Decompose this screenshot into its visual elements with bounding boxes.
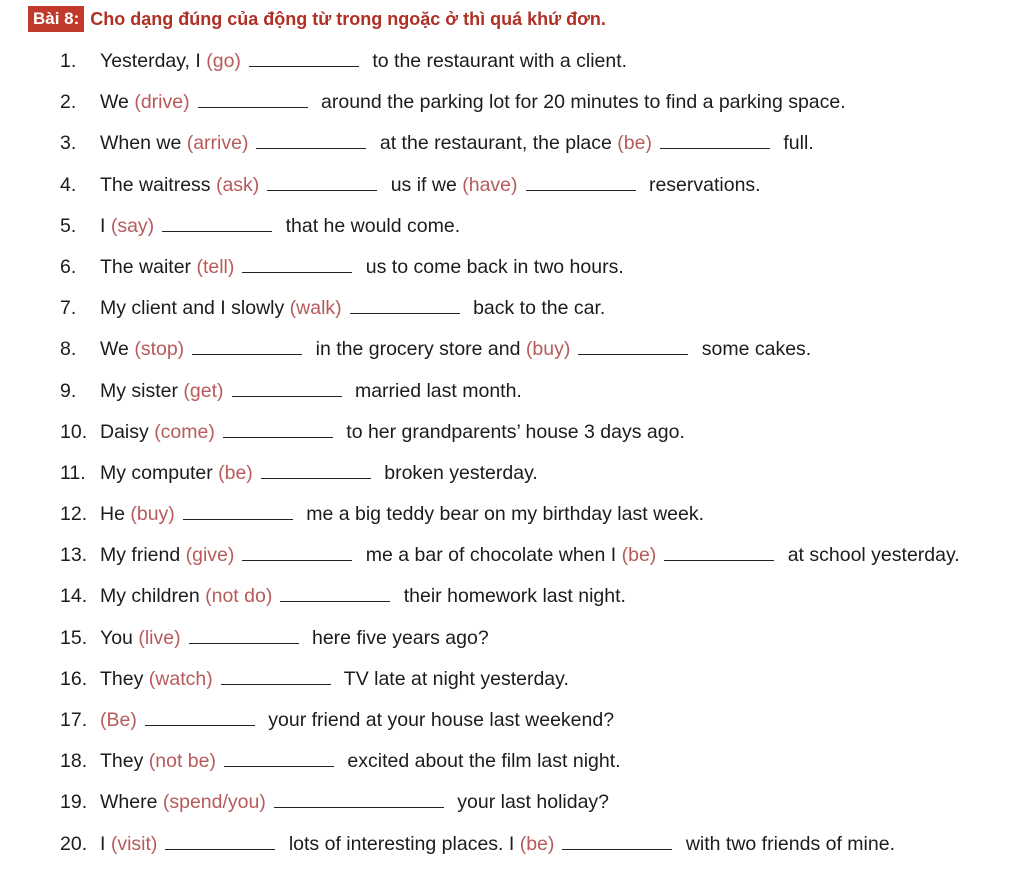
sentence-text: full. (777, 132, 814, 155)
answer-blank[interactable] (261, 462, 371, 479)
exercise-item (0, 206, 1024, 247)
sentence-text: When we (100, 132, 187, 155)
item-number: 13. (60, 544, 88, 567)
sentence-text: us to come back in two hours. (360, 255, 624, 278)
verb-hint: (go) (206, 50, 241, 72)
verb-hint: (be) (519, 832, 555, 855)
answer-blank[interactable] (145, 709, 255, 726)
item-sentence (100, 535, 960, 576)
sentence-text: back to the car. (467, 297, 606, 320)
answer-blank[interactable] (221, 668, 331, 685)
answer-blank[interactable] (183, 503, 293, 520)
exercise-item (0, 535, 1024, 576)
exercise-item (0, 247, 1024, 288)
verb-hint: (buy) (130, 503, 175, 526)
exercise-item (0, 371, 1024, 412)
verb-hint: (have) (462, 173, 518, 196)
sentence-text: excited about the film last night. (341, 750, 621, 773)
exercise-header (28, 4, 606, 34)
answer-blank[interactable] (198, 91, 308, 108)
answer-blank[interactable] (660, 132, 770, 149)
sentence-text: They (100, 750, 149, 773)
verb-hint: (give) (185, 544, 235, 567)
item-sentence (100, 123, 814, 164)
answer-blank[interactable] (165, 833, 275, 850)
sentence-text: broken yesterday. (378, 461, 538, 484)
item-sentence (100, 494, 704, 535)
sentence-text: Yesterday, I (100, 50, 207, 72)
item-sentence (100, 165, 761, 206)
item-number: 4. (60, 173, 77, 196)
sentence-text: me a bar of chocolate when I (360, 544, 622, 567)
exercise-item (0, 412, 1024, 453)
exercise-number-badge: Bài 8: (28, 6, 84, 32)
verb-hint: (say) (110, 214, 155, 237)
sentence-text: some cakes. (696, 338, 812, 361)
sentence-text: around the parking lot for 20 minutes to find a parking space. (315, 91, 846, 114)
answer-blank[interactable] (223, 421, 333, 438)
sentence-text: with two friends of mine. (680, 832, 895, 855)
verb-hint: (get) (183, 379, 224, 402)
item-sentence (100, 82, 846, 123)
verb-hint: (walk) (289, 297, 342, 320)
sentence-text: reservations. (643, 173, 761, 196)
sentence-text: at school yesterday. (782, 544, 960, 567)
verb-hint: (be) (617, 132, 652, 155)
item-sentence (100, 618, 489, 659)
answer-blank[interactable] (280, 585, 390, 602)
exercise-item (0, 329, 1024, 370)
sentence-text: I (100, 214, 111, 237)
verb-hint: (come) (154, 420, 215, 443)
exercise-item (0, 782, 1024, 823)
exercise-item (0, 576, 1024, 617)
item-number: 7. (60, 297, 77, 320)
sentence-text: Where (100, 791, 163, 814)
sentence-text: at the restaurant, the place (374, 132, 618, 155)
answer-blank[interactable] (526, 174, 636, 191)
item-sentence (100, 659, 569, 700)
sentence-text: My children (100, 585, 206, 608)
item-number: 1. (60, 50, 77, 72)
sentence-text: your friend at your house last weekend? (262, 709, 615, 731)
exercise-item (0, 82, 1024, 123)
item-number: 9. (60, 379, 77, 402)
item-sentence (100, 453, 538, 494)
answer-blank[interactable] (249, 50, 359, 67)
item-number: 12. (60, 503, 88, 526)
item-sentence (100, 412, 685, 453)
item-sentence (100, 329, 811, 370)
answer-blank[interactable] (274, 791, 444, 808)
verb-hint: (not be) (148, 750, 216, 773)
sentence-text: My sister (100, 379, 184, 402)
sentence-text: My friend (100, 544, 186, 567)
exercise-item (0, 700, 1024, 741)
answer-blank[interactable] (578, 338, 688, 355)
exercise-item (0, 123, 1024, 164)
sentence-text: I (100, 832, 111, 855)
item-sentence (100, 288, 605, 329)
exercise-item (0, 741, 1024, 782)
sentence-text: You (100, 626, 139, 649)
item-number: 8. (60, 338, 77, 361)
item-number: 14. (60, 585, 88, 608)
answer-blank[interactable] (350, 297, 460, 314)
sentence-text: to the restaurant with a client. (366, 50, 628, 72)
verb-hint: (visit) (110, 832, 158, 855)
item-number: 19. (60, 791, 88, 814)
item-number: 10. (60, 420, 88, 443)
item-number: 18. (60, 750, 88, 773)
sentence-text: They (100, 667, 149, 690)
sentence-text: The waitress (100, 173, 216, 196)
exercise-instruction: Cho dạng đúng của động từ trong ngoặc ở thì quá khứ đơn. (90, 9, 606, 29)
exercise-list (0, 41, 1024, 865)
exercise-item (0, 288, 1024, 329)
item-number: 5. (60, 214, 77, 237)
sentence-text: that he would come. (280, 214, 461, 237)
verb-hint: (watch) (148, 667, 213, 690)
sentence-text: The waiter (100, 255, 197, 278)
sentence-text: We (100, 338, 135, 361)
exercise-item (0, 494, 1024, 535)
item-number: 15. (60, 626, 88, 649)
answer-blank[interactable] (267, 174, 377, 191)
exercise-item (0, 618, 1024, 659)
item-number: 2. (60, 91, 77, 114)
item-number: 17. (60, 709, 88, 731)
answer-blank[interactable] (189, 627, 299, 644)
sentence-text: TV late at night yesterday. (338, 667, 569, 690)
item-number: 3. (60, 132, 77, 155)
exercise-item (0, 824, 1024, 865)
item-number: 11. (60, 461, 86, 484)
answer-blank[interactable] (162, 215, 272, 232)
item-number: 16. (60, 667, 88, 690)
exercise-item (0, 165, 1024, 206)
answer-blank[interactable] (562, 833, 672, 850)
verb-hint: (live) (138, 626, 181, 649)
sentence-text: in the grocery store and (310, 338, 526, 361)
verb-hint: (ask) (215, 173, 260, 196)
item-sentence (100, 782, 609, 823)
item-sentence (100, 41, 627, 82)
item-sentence (100, 576, 626, 617)
verb-hint: (be) (621, 544, 657, 567)
verb-hint: (stop) (134, 338, 185, 361)
exercise-item (0, 453, 1024, 494)
item-sentence (100, 371, 522, 412)
sentence-text: Daisy (100, 420, 155, 443)
item-sentence (100, 206, 460, 247)
sentence-text: We (100, 91, 135, 114)
sentence-text: us if we (385, 173, 463, 196)
verb-hint: (not do) (205, 585, 273, 608)
verb-hint: (drive) (134, 91, 190, 114)
item-sentence (100, 824, 895, 865)
answer-blank[interactable] (664, 544, 774, 561)
answer-blank[interactable] (256, 132, 366, 149)
answer-blank[interactable] (224, 750, 334, 767)
sentence-text: to her grandparents’ house 3 days ago. (340, 420, 685, 443)
verb-hint: (buy) (525, 338, 571, 361)
verb-hint: (arrive) (186, 132, 249, 155)
sentence-text: lots of interesting places. I (283, 832, 520, 855)
item-number: 6. (60, 255, 77, 278)
sentence-text: here five years ago? (306, 626, 489, 649)
answer-blank[interactable] (192, 338, 302, 355)
answer-blank[interactable] (232, 380, 342, 397)
sentence-text: My client and I slowly (100, 297, 290, 320)
verb-hint: (Be) (100, 709, 137, 731)
sentence-text: your last holiday? (451, 791, 610, 814)
answer-blank[interactable] (242, 544, 352, 561)
sentence-text: He (100, 503, 131, 526)
verb-hint: (spend/you) (162, 791, 266, 814)
exercise-item (0, 41, 1024, 82)
item-sentence (100, 247, 624, 288)
sentence-text: me a big teddy bear on my birthday last week. (300, 503, 705, 526)
verb-hint: (be) (218, 461, 253, 484)
sentence-text: My computer (100, 461, 219, 484)
answer-blank[interactable] (242, 256, 352, 273)
item-sentence (100, 700, 614, 741)
exercise-item (0, 659, 1024, 700)
item-sentence (100, 741, 621, 782)
verb-hint: (tell) (196, 255, 235, 278)
item-number: 20. (60, 832, 88, 855)
sentence-text: married last month. (349, 379, 522, 402)
sentence-text: their homework last night. (398, 585, 626, 608)
